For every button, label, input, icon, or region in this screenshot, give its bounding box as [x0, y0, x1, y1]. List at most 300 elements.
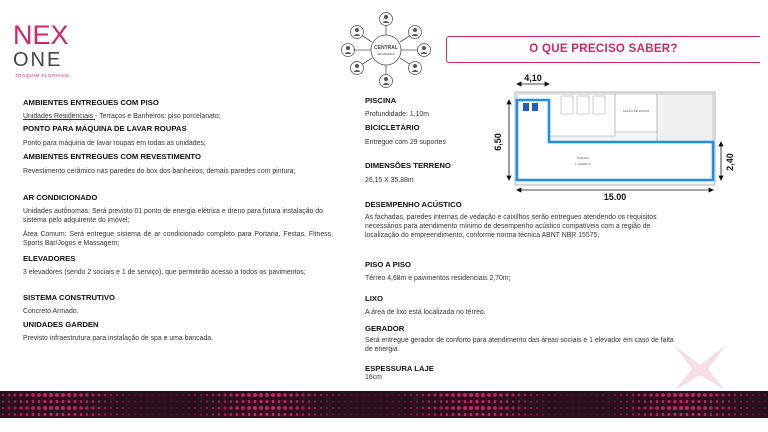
strip-dot — [626, 413, 628, 415]
strip-dot — [158, 401, 159, 402]
strip-dot — [608, 401, 610, 403]
strip-dot — [649, 406, 652, 409]
strip-dot — [344, 401, 345, 402]
strip-dot — [212, 413, 214, 415]
strip-dot — [19, 406, 22, 409]
strip-dot — [566, 414, 567, 415]
strip-dot — [2, 413, 4, 415]
strip-dot — [104, 394, 107, 397]
dimension-top: 4,10 — [524, 73, 542, 83]
strip-dot — [709, 406, 713, 410]
section-title: DESEMPENHO ACÚSTICO — [365, 200, 462, 209]
strip-dot — [728, 407, 731, 410]
strip-dot — [295, 406, 298, 409]
strip-dot — [235, 393, 239, 397]
strip-dot — [26, 400, 29, 403]
strip-dot — [43, 393, 47, 397]
strip-dot — [512, 413, 515, 416]
strip-dot — [416, 413, 418, 415]
dimension-right: 2,40 — [725, 153, 735, 171]
strip-dot — [475, 393, 479, 397]
people-network-icon — [339, 11, 433, 89]
strip-dot — [20, 400, 23, 403]
strip-dot — [530, 394, 532, 396]
strip-dot — [404, 401, 406, 403]
strip-dot — [194, 394, 196, 396]
strip-dot — [620, 407, 622, 409]
strip-dot — [380, 394, 381, 395]
strip-dot — [475, 413, 478, 416]
strip-dot — [128, 394, 130, 396]
strip-dot — [422, 394, 425, 397]
section-body: Revestimento cerâmico nas paredes do box dos banheiros, demais paredes com pintura; — [23, 168, 296, 175]
strip-dot — [332, 401, 334, 403]
strip-dot — [398, 407, 400, 409]
strip-dot — [734, 394, 737, 397]
pool-floorplan — [487, 70, 747, 200]
strip-dot — [146, 394, 147, 395]
emblem-label-1: CENTRAL — [374, 45, 398, 51]
strip-dot — [524, 413, 526, 415]
strip-dot — [43, 413, 46, 416]
strip-dot — [649, 393, 652, 396]
strip-dot — [14, 413, 17, 416]
strip-dot — [752, 414, 754, 416]
strip-dot — [505, 393, 508, 396]
strip-dot — [290, 400, 293, 403]
strip-dot — [158, 414, 159, 415]
strip-dot — [368, 394, 369, 395]
strip-dot — [410, 401, 412, 403]
strip-dot — [26, 413, 29, 416]
strip-dot — [679, 406, 683, 410]
strip-dot — [451, 406, 455, 410]
strip-dot — [271, 413, 274, 416]
strip-dot — [374, 394, 375, 395]
strip-dot — [122, 394, 124, 396]
strip-dot — [673, 393, 677, 397]
strip-dot — [134, 401, 135, 402]
strip-dot — [146, 401, 147, 402]
strip-dot — [548, 401, 550, 403]
strip-dot — [511, 393, 514, 396]
strip-dot — [236, 400, 239, 403]
strip-dot — [560, 414, 561, 415]
strip-dot — [602, 414, 603, 415]
strip-dot — [643, 393, 646, 396]
strip-dot — [368, 407, 369, 408]
strip-dot — [620, 401, 622, 403]
strip-dot — [434, 400, 437, 403]
strip-dot — [530, 407, 532, 409]
strip-dot — [338, 407, 340, 409]
strip-dot — [98, 394, 101, 397]
strip-dot — [164, 401, 165, 402]
strip-dot — [241, 393, 245, 397]
strip-dot — [8, 407, 11, 410]
strip-dot — [608, 394, 610, 396]
strip-dot — [67, 400, 70, 403]
strip-dot — [188, 401, 190, 403]
strip-dot — [572, 394, 573, 395]
strip-dot — [350, 394, 351, 395]
section-body: As fachadas, paredes internas de vedação e caixilhos serão entregues atendendo os requisitos necessários para atendimento mínimo de desempenho acústico compatíveis com a região de localização do empreendimento, conforme norma técnica ABNT NBR 15575; — [365, 214, 657, 239]
strip-dot — [500, 413, 503, 416]
strip-dot — [55, 393, 59, 397]
strip-dot — [290, 413, 293, 416]
strip-dot — [481, 393, 485, 397]
strip-dot — [608, 407, 610, 409]
strip-dot — [98, 400, 100, 402]
strip-dot — [320, 394, 322, 396]
strip-dot — [2, 394, 5, 397]
strip-dot — [626, 400, 628, 402]
strip-dot — [434, 413, 437, 416]
strip-dot — [554, 394, 556, 396]
strip-dot — [308, 400, 310, 402]
strip-dot — [715, 406, 718, 409]
strip-dot — [451, 393, 455, 397]
strip-dot — [685, 400, 688, 403]
strip-dot — [632, 413, 634, 415]
strip-dot — [422, 400, 424, 402]
strip-dot — [386, 394, 387, 395]
strip-dot — [656, 413, 659, 416]
strip-dot — [37, 406, 41, 410]
strip-dot — [104, 400, 106, 402]
strip-dot — [277, 400, 280, 403]
strip-dot — [326, 394, 328, 396]
strip-dot — [230, 413, 233, 416]
strip-dot — [638, 400, 640, 402]
strip-dot — [152, 414, 153, 415]
strip-dot — [667, 413, 670, 416]
strip-dot — [128, 407, 130, 409]
strip-dot — [176, 407, 177, 408]
underlined-text: Unidades Residenciais — [23, 113, 96, 120]
strip-dot — [73, 393, 77, 397]
strip-dot — [170, 407, 171, 408]
pool-label: PISCINA — [576, 156, 590, 160]
strip-dot — [506, 413, 509, 416]
section-title: ELEVADORES — [23, 254, 76, 263]
strip-dot — [289, 393, 293, 397]
strip-dot — [596, 414, 597, 415]
strip-dot — [650, 400, 653, 403]
strip-dot — [602, 407, 604, 409]
strip-dot — [644, 400, 647, 403]
strip-dot — [164, 414, 165, 415]
strip-dot — [452, 400, 455, 403]
strip-dot — [667, 393, 671, 397]
strip-dot — [296, 400, 299, 403]
strip-dot — [428, 394, 431, 397]
strip-dot — [554, 407, 556, 409]
section-title: PISO A PISO — [365, 260, 411, 269]
strip-dot — [140, 407, 141, 408]
strip-dot — [392, 401, 393, 402]
strip-dot — [247, 400, 250, 403]
strip-dot — [524, 400, 526, 402]
strip-dot — [620, 414, 622, 416]
strip-dot — [302, 413, 305, 416]
strip-dot — [764, 394, 766, 396]
strip-dot — [80, 400, 83, 403]
strip-dot — [566, 401, 567, 402]
strip-dot — [176, 401, 177, 402]
strip-dot — [25, 393, 29, 397]
strip-dot — [638, 413, 640, 415]
strip-dot — [469, 406, 473, 410]
strip-dot — [440, 413, 443, 416]
strip-dot — [380, 414, 381, 415]
strip-dot — [200, 407, 202, 409]
strip-dot — [746, 394, 748, 396]
strip-dot — [590, 394, 591, 395]
strip-dot — [188, 414, 190, 416]
strip-dot — [326, 414, 328, 416]
strip-dot — [457, 400, 460, 403]
strip-dot — [152, 401, 153, 402]
strip-dot — [716, 400, 719, 403]
strip-dot — [146, 414, 147, 415]
strip-dot — [86, 400, 89, 403]
strip-dot — [469, 393, 473, 397]
strip-dot — [362, 401, 363, 402]
strip-dot — [110, 400, 112, 402]
strip-dot — [608, 414, 610, 416]
strip-dot — [223, 406, 226, 409]
strip-dot — [457, 393, 461, 397]
strip-dot — [356, 407, 357, 408]
strip-dot — [140, 394, 141, 395]
strip-dot — [560, 407, 561, 408]
strip-dot — [697, 406, 701, 410]
strip-dot — [314, 407, 317, 410]
strip-dot — [572, 414, 573, 415]
strip-dot — [301, 406, 304, 409]
strip-dot — [662, 400, 665, 403]
strip-dot — [602, 401, 603, 402]
strip-dot — [200, 394, 202, 396]
section-title: ESPESSURA LAJE — [365, 364, 434, 373]
strip-dot — [134, 407, 136, 409]
strip-dot — [428, 400, 430, 402]
strip-dot — [182, 407, 184, 409]
strip-dot — [55, 400, 58, 403]
strip-dot — [542, 394, 544, 396]
section-body: Unidades autônomas: Será previsto 01 ponto de energia elétrica e dreno para futura instalação do sistema pelo adquirente do imóvel; — [23, 208, 323, 224]
strip-dot — [104, 407, 107, 410]
strip-dot — [518, 400, 520, 402]
strip-dot — [242, 413, 245, 416]
pool-area-label: 1. GRADE 01 — [575, 163, 591, 166]
strip-dot — [235, 406, 239, 410]
strip-dot — [61, 400, 64, 403]
strip-dot — [182, 414, 183, 415]
strip-dot — [710, 413, 713, 416]
strip-dot — [578, 407, 579, 408]
strip-dot — [218, 394, 221, 397]
strip-dot — [229, 406, 232, 409]
section-title: AMBIENTES ENTREGUES COM REVESTIMENTO — [23, 152, 201, 161]
strip-dot — [374, 401, 375, 402]
strip-dot — [469, 413, 472, 416]
strip-dot — [134, 414, 135, 415]
strip-dot — [392, 414, 393, 415]
strip-dot — [673, 400, 676, 403]
strip-dot — [182, 401, 183, 402]
strip-dot — [61, 393, 65, 397]
strip-dot — [632, 407, 635, 410]
strip-dot — [590, 407, 591, 408]
strip-dot — [8, 413, 10, 415]
logo-wordmark-bottom: ONE — [13, 49, 63, 71]
strip-dot — [691, 413, 694, 416]
strip-dot — [308, 407, 311, 410]
strip-dot — [91, 393, 94, 396]
strip-dot — [206, 407, 208, 409]
strip-dot — [655, 406, 659, 410]
strip-dot — [500, 400, 503, 403]
strip-dot — [481, 400, 484, 403]
section-title: SISTEMA CONSTRUTIVO — [23, 293, 115, 302]
strip-dot — [368, 414, 369, 415]
strip-dot — [416, 407, 418, 409]
strip-dot — [548, 407, 550, 409]
strip-dot — [122, 401, 124, 403]
strip-dot — [356, 394, 357, 395]
strip-dot — [320, 413, 322, 415]
strip-dot — [55, 406, 59, 410]
strip-dot — [37, 400, 40, 403]
strip-dot — [746, 407, 748, 409]
body-text: - Terraços e Banheiros: piso porcelanato; — [95, 113, 221, 120]
strip-dot — [182, 394, 184, 396]
strip-dot — [218, 413, 220, 415]
section-header — [446, 36, 760, 63]
strip-dot — [308, 413, 310, 415]
strip-dot — [19, 393, 22, 396]
strip-dot — [116, 394, 118, 396]
strip-dot — [536, 401, 538, 403]
strip-dot — [218, 400, 220, 402]
strip-dot — [242, 400, 245, 403]
strip-dot — [536, 414, 538, 416]
strip-dot — [271, 406, 275, 410]
strip-dot — [91, 406, 94, 409]
strip-dot — [746, 401, 748, 403]
strip-dot — [146, 407, 147, 408]
strip-dot — [721, 406, 724, 409]
decorative-strip — [0, 391, 768, 418]
section-body-2: Área Comum: Será entregue sistema de ar condicionado completo para Portaria, Festas, Fitness, Sports Bar/Jogos e Massagem; — [23, 231, 333, 247]
strip-dot — [338, 401, 340, 403]
strip-dot — [661, 393, 665, 397]
strip-dot — [31, 406, 35, 410]
strip-dot — [715, 393, 718, 396]
section-title: AR CONDICIONADO — [23, 193, 98, 202]
strip-dot — [212, 407, 215, 410]
strip-dot — [422, 407, 425, 410]
strip-dot — [463, 406, 467, 410]
strip-dot — [386, 401, 387, 402]
strip-dot — [602, 394, 604, 396]
strip-dot — [218, 407, 221, 410]
strip-dot — [265, 406, 269, 410]
strip-dot — [368, 401, 369, 402]
strip-dot — [584, 401, 585, 402]
strip-dot — [542, 407, 544, 409]
strip-dot — [709, 393, 713, 397]
dimension-left: 6,50 — [493, 133, 503, 151]
strip-dot — [259, 413, 262, 416]
strip-dot — [703, 393, 707, 397]
strip-dot — [152, 407, 153, 408]
strip-dot — [560, 394, 561, 395]
strip-dot — [49, 406, 53, 410]
strip-dot — [259, 400, 262, 403]
strip-dot — [626, 407, 628, 409]
strip-dot — [542, 401, 544, 403]
strip-dot — [79, 406, 83, 410]
strip-dot — [73, 406, 77, 410]
strip-dot — [445, 393, 449, 397]
section-title: DIMENSÕES TERRENO — [365, 161, 451, 170]
strip-dot — [49, 393, 53, 397]
strip-dot — [265, 413, 268, 416]
strip-dot — [362, 407, 363, 408]
strip-dot — [511, 406, 514, 409]
strip-dot — [734, 407, 737, 410]
strip-dot — [92, 413, 95, 416]
strip-dot — [392, 407, 394, 409]
strip-dot — [253, 400, 256, 403]
section-body: Será entregue gerador de conforto para atendimento das áreas sociais e 1 elevador em caso de falta de energia — [365, 337, 674, 353]
strip-dot — [170, 414, 171, 415]
strip-dot — [398, 394, 400, 396]
strip-dot — [721, 393, 724, 396]
strip-dot — [74, 413, 77, 416]
strip-dot — [493, 393, 497, 397]
section-body: 26,15 X 35,88m — [365, 177, 414, 184]
strip-dot — [277, 406, 281, 410]
strip-dot — [758, 394, 760, 396]
strip-dot — [572, 407, 573, 408]
strip-dot — [374, 407, 375, 408]
strip-dot — [475, 406, 479, 410]
strip-dot — [247, 393, 251, 397]
strip-dot — [8, 400, 10, 402]
strip-dot — [667, 400, 670, 403]
strip-dot — [542, 414, 544, 416]
strip-dot — [554, 414, 555, 415]
section-body: Profundidade: 1,10m — [365, 111, 429, 118]
strip-dot — [49, 413, 52, 416]
strip-dot — [740, 394, 742, 396]
strip-dot — [614, 401, 616, 403]
strip-dot — [758, 414, 760, 416]
strip-dot — [446, 400, 449, 403]
strip-dot — [697, 413, 700, 416]
strip-dot — [716, 413, 719, 416]
dimension-bottom: 15,00 — [603, 192, 627, 200]
strip-dot — [301, 393, 304, 396]
strip-dot — [404, 407, 406, 409]
strip-dot — [164, 407, 165, 408]
strip-dot — [283, 393, 287, 397]
strip-dot — [548, 414, 550, 416]
